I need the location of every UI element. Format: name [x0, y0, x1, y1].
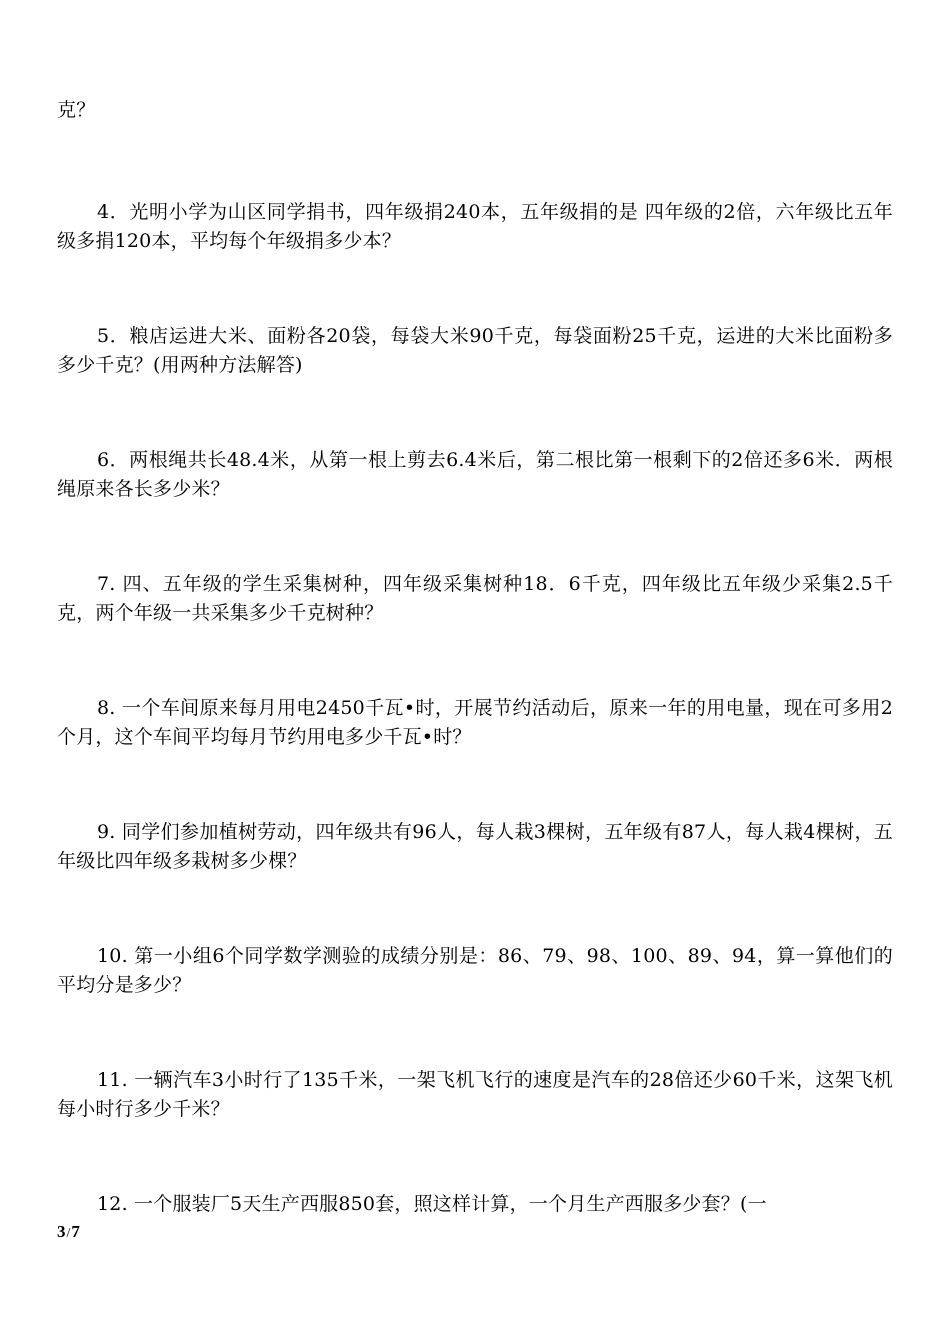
page-number-current: 3 — [57, 1222, 66, 1241]
problem-4: 4．光明小学为山区同学捐书，四年级捐240本，五年级捐的是 四年级的2倍，六年级比五年级多捐120本，平均每个年级捐多少本？ — [57, 201, 893, 252]
problem-8: 8. 一个车间原来每月用电2450千瓦•时，开展节约活动后，原来一年的用电量，现在可多用2个月，这个车间平均每月节约用电多少千瓦•时？ — [57, 697, 893, 748]
continued-text-fragment: 克？ — [57, 99, 96, 121]
problem-10: 10. 第一小组6个同学数学测验的成绩分别是：86、79、98、100、89、94，算一算他们的平均分是多少？ — [57, 945, 893, 996]
problem-12: 12. 一个服装厂5天生产西服850套，照这样计算，一个月生产西服多少套？(一 — [97, 1193, 767, 1215]
problem-9: 9. 同学们参加植树劳动，四年级共有96人，每人栽3棵树，五年级有87人，每人栽4棵树，五年级比四年级多栽树多少棵？ — [57, 821, 893, 872]
problem-11: 11. 一辆汽车3小时行了135千米，一架飞机飞行的速度是汽车的28倍还少60千米，这架飞机每小时行多少千米？ — [57, 1069, 893, 1120]
problem-6: 6．两根绳共长48.4米，从第一根上剪去6.4米后，第二根比第一根剩下的2倍还多6米．两根绳原来各长多少米？ — [57, 449, 893, 500]
page-number-total: 7 — [71, 1222, 80, 1241]
page-number-separator: / — [66, 1226, 71, 1241]
page-number — [57, 1222, 80, 1244]
problem-7: 7. 四、五年级的学生采集树种，四年级采集树种18．6千克，四年级比五年级少采集2.5千克，两个年级一共采集多少千克树种？ — [57, 573, 893, 624]
problem-5: 5．粮店运进大米、面粉各20袋，每袋大米90千克，每袋面粉25千克，运进的大米比面粉多多少千克？(用两种方法解答) — [57, 325, 893, 376]
